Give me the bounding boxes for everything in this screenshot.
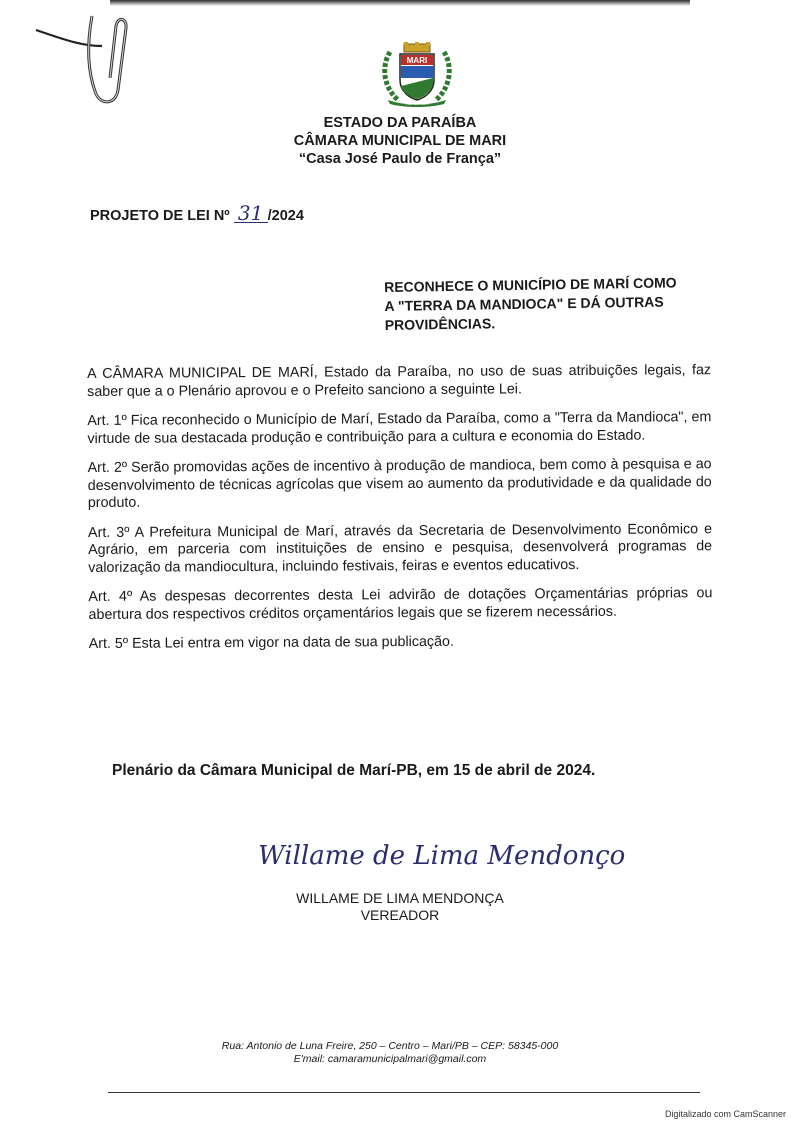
state-name: ESTADO DA PARAÍBA — [323, 115, 477, 131]
article-1: Art. 1º Fica reconhecido o Município de Marí, Estado da Paraíba, como a "Terra da Mandioca", em virtude de sua destacada produção e contribuição para a cultura e economia do Estado. — [87, 409, 712, 447]
plenary-date-line: Plenário da Câmara Municipal de Marí-PB, em 15 de abril de 2024. — [112, 762, 596, 779]
article-3: Art. 3º A Prefeitura Municipal de Marí, através da Secretaria de Desenvolvimento Econômico e Agrário, em parceria com instituições de ensino e pesquisa, desenvolverá programas de valorização da mandiocultura, incluindo festivais, feiras e eventos educativos. — [87, 520, 713, 576]
project-suffix: /2024 — [267, 208, 304, 224]
footer-contact — [190, 1040, 590, 1066]
footer-email: E'mail: camaramunicipalmari@gmail.com — [293, 1053, 487, 1065]
handwritten-signature — [254, 824, 626, 884]
signer-block — [250, 890, 550, 924]
paperclip-icon — [30, 8, 140, 108]
bill-body — [87, 362, 713, 665]
scanner-watermark: Digitalizado com CamScanner — [664, 1109, 786, 1119]
footer-divider — [108, 1092, 700, 1093]
article-4: Art. 4º As despesas decorrentes desta Lei advirão de dotações Orçamentárias próprias ou abertura dos respectivos créditos orçamentários legais que se fizerem necessários. — [88, 585, 713, 623]
footer-address: Rua: Antonio de Luna Freire, 250 – Centro – Mari/PB – CEP: 58345-000 — [221, 1040, 559, 1052]
crest-label: MARI — [406, 56, 428, 65]
preamble-paragraph: A CÂMARA MUNICIPAL DE MARÍ, Estado da Paraíba, no uso de suas atribuições legais, faz saber que a o Plenário aprovou e o Prefeito sanciono a seguinte Lei. — [87, 362, 712, 400]
bill-summary-line: A "TERRA DA MANDIOCA" E DÁ OUTRAS — [384, 293, 664, 314]
municipal-crest-logo — [380, 42, 454, 108]
project-number: 31 — [234, 204, 268, 223]
house-name: “Casa José Paulo de França” — [298, 151, 502, 167]
scan-edge-shadow — [110, 0, 690, 6]
article-5: Art. 5º Esta Lei entra em vigor na data de sua publicação. — [88, 633, 454, 652]
chamber-name: CÂMARA MUNICIPAL DE MARI — [293, 133, 507, 149]
bill-summary-line: PROVIDÊNCIAS. — [384, 315, 496, 333]
signature-text: Willame de Lima Mendonço — [258, 841, 626, 871]
article-2: Art. 2º Serão promovidas ações de incentivo à produção de mandioca, bem como à pesquisa e ao desenvolvimento de técnicas agrícolas que visem ao aumento da produtividade e da qualidade do produto. — [87, 456, 712, 511]
bill-summary-line: RECONHECE O MUNICÍPIO DE MARÍ COMO — [384, 274, 677, 295]
crest-banner: VILA DE MARI — [405, 102, 429, 106]
signer-role: VEREADOR — [360, 907, 440, 923]
project-prefix: PROJETO DE LEI Nº — [90, 208, 230, 224]
bill-summary — [384, 273, 715, 335]
signer-name: WILLAME DE LIMA MENDONÇA — [296, 890, 504, 906]
project-title — [90, 201, 304, 225]
institution-header — [250, 114, 550, 168]
